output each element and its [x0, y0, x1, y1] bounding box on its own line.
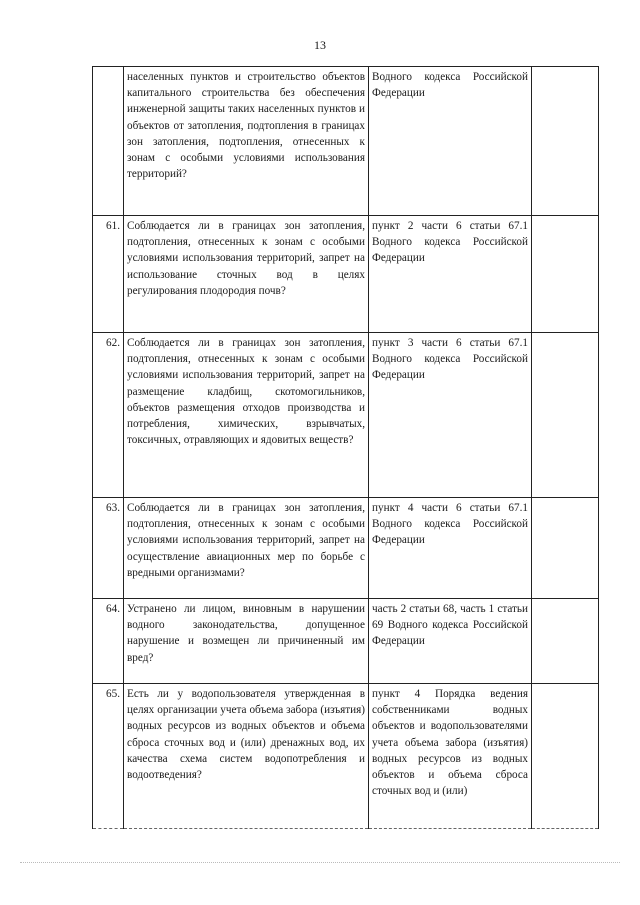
reference-cell: часть 2 статьи 68, часть 1 статьи 69 Водного кодекса Российской Федерации — [369, 599, 532, 684]
empty-cell — [532, 684, 599, 829]
reference-cell: пункт 3 части 6 статьи 67.1 Водного кодекса Российской Федерации — [369, 333, 532, 498]
row-number: 65. — [93, 684, 124, 829]
table-row — [93, 67, 599, 216]
question-cell: Соблюдается ли в границах зон затопления, подтопления, отнесенных к зонам с особыми условиями использования территорий, запрет на размещение кладбищ, скотомогильников, объектов размещения отходов производства и потребления, химических, взрывчатых, токсичных, отравляющих и ядовитых веществ? — [124, 333, 369, 498]
question-cell: Есть ли у водопользователя утвержденная в целях организации учета объема забора (изъятия) водных ресурсов из водных объектов и объема сброса сточных вод и (или) дренажных вод, их качества схема систем водопотребления и водоотведения? — [124, 684, 369, 829]
scan-artifact-line — [20, 862, 620, 864]
reference-cell: Водного кодекса Российской Федерации — [369, 67, 532, 216]
reference-cell: пункт 4 Порядка ведения собственниками водных объектов и водопользователями учета объема забора (изъятия) водных ресурсов из водных объектов и объема сброса сточных вод и (или) — [369, 684, 532, 829]
reference-cell: пункт 4 части 6 статьи 67.1 Водного кодекса Российской Федерации — [369, 498, 532, 599]
row-number — [93, 67, 124, 216]
page-number: 13 — [314, 38, 326, 52]
checklist-table — [92, 66, 599, 829]
table-row — [93, 684, 599, 829]
table-row — [93, 599, 599, 684]
empty-cell — [532, 216, 599, 333]
question-cell: Соблюдается ли в границах зон затопления, подтопления, отнесенных к зонам с особыми условиями использования территорий, запрет на осуществление авиационных мер по борьбе с вредными организмами? — [124, 498, 369, 599]
question-cell: населенных пунктов и строительство объектов капитального строительства без обеспечения инженерной защиты таких населенных пунктов и объектов от затопления, подтопления в границах зон затопления, подтопления, отнесенных к зонам с особыми условиями использования территорий? — [124, 67, 369, 216]
row-number: 64. — [93, 599, 124, 684]
empty-cell — [532, 67, 599, 216]
question-cell: Устранено ли лицом, виновным в нарушении водного законодательства, допущенное нарушение и возмещен ли причиненный им вред? — [124, 599, 369, 684]
empty-cell — [532, 498, 599, 599]
empty-cell — [532, 333, 599, 498]
row-number: 62. — [93, 333, 124, 498]
row-number: 63. — [93, 498, 124, 599]
question-cell: Соблюдается ли в границах зон затопления, подтопления, отнесенных к зонам с особыми условиями использования территорий, запрет на использование сточных вод в целях регулирования плодородия почв? — [124, 216, 369, 333]
row-number: 61. — [93, 216, 124, 333]
table-row — [93, 333, 599, 498]
empty-cell — [532, 599, 599, 684]
table-row — [93, 498, 599, 599]
reference-cell: пункт 2 части 6 статьи 67.1 Водного кодекса Российской Федерации — [369, 216, 532, 333]
table-row — [93, 216, 599, 333]
